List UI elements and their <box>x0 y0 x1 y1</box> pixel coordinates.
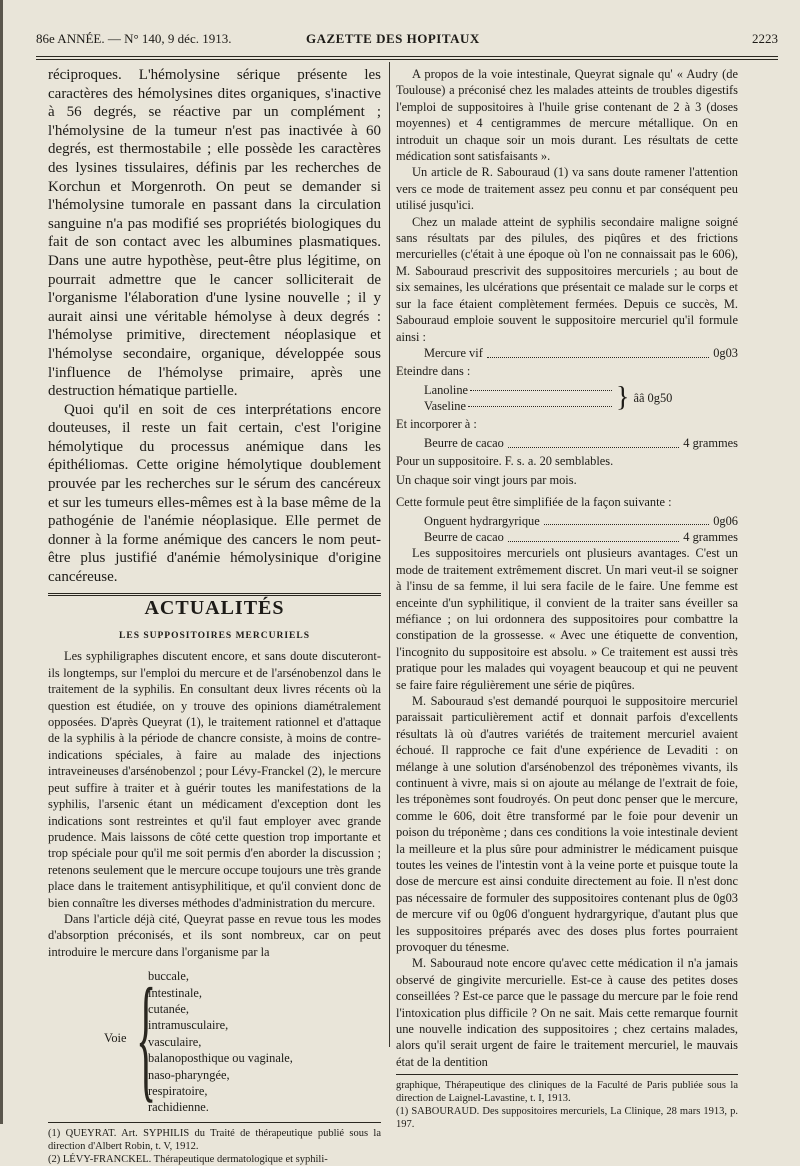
list-item: intramusculaire, <box>148 1018 229 1033</box>
footnote: (1) QUEYRAT. Art. SYPHILIS du Traité de thérapeutique publié sous la direction d'Albert Robin, t. V, 1912. <box>48 1128 381 1153</box>
page-header <box>36 31 778 51</box>
curly-brace: { <box>136 960 157 1116</box>
issue-info: 86e ANNÉE. — N° 140, 9 déc. 1913. <box>36 31 232 46</box>
routes-items <box>148 968 293 1116</box>
list-item: balanoposthique ou vaginale, <box>148 1051 293 1066</box>
paragraph: Dans l'article déjà cité, Queyrat passe en revue tous les modes d'absorption préconisés, et ils sont nombreux, car on peut introduire le mercure dans l'organisme par la <box>48 911 381 959</box>
header-rule <box>36 56 778 57</box>
left-column <box>48 66 381 1166</box>
prescription-line <box>424 345 738 361</box>
article-title: LES SUPPOSITOIRES MERCURIELS <box>119 631 310 642</box>
routes-list <box>48 960 381 1118</box>
dot-leader <box>544 516 709 525</box>
ingredient-name: Lanoline <box>424 382 469 397</box>
paragraph: M. Sabouraud s'est demandé pourquoi le suppositoire mercuriel paraissait particulièrement actif et donnait parfois d'excellents résultats là où d'autres variétés de traitement mercuriel avaient échoué. Il rapproche ce fait d'une expérience de Levaditi : on mélange à une solution d'arsénobenzol des tréponèmes vivants, ils continuent à vivre, mais si on ajoute au mélange de l'extrait de foie, les tréponèmes sont foudroyés. On peut donc penser que le mercure, comme le 606, doit être transformé par le foie pour devenir un poison du tréponème ; dans ces conditions la voie intestinale devient la meilleure et la plus sûre pour administrer le médicament puisque toutes les veines de l'intestin vont à la veine porte et puisque toute la dose de mercure est ainsi conduite directement au foie. Il n'est donc pas nécessaire de formuler des suppositoires contenant plus de 0g03 de mercure vif ou 0g06 d'onguent hydrargyrique, d'autant plus que les suppositoires préparés avec des doses plus fortes pourraient provoquer du ténesme. <box>396 693 738 955</box>
list-item: rachidienne. <box>148 1100 209 1115</box>
paragraph: Chez un malade atteint de syphilis secondaire maligne soigné sans résultats par des pilules, des piqûres et des frictions mercurielles (c'était à une époque où l'on ne connaissait pas le 606), M. Sabouraud prescrivit des suppositoires mercuriels ; au bout de six semaines, les ulcérations que présentait ce malade sur le corps et sur la face étaient complètement fermées. Depuis ce succès, M. Sabouraud emploie souvent le suppositoire mercuriel qu'il formule ainsi : <box>396 214 738 344</box>
routes-label: Voie <box>104 1031 127 1046</box>
paragraph: A propos de la voie intestinale, Queyrat signale qu' « Audry (de Toulouse) a préconisé chez les malades atteints de troubles digestifs l'emploi de suppositoires à l'huile grise contenant de 2 à 3 (doses moyennes) et 4 centigrammes de mercure métallique. On en introduit un chaque soir un mois durant. Les résultats de cette médication sont satisfaisants ». <box>396 67 738 164</box>
prescription-line <box>424 529 738 545</box>
prescription-pair <box>424 382 738 415</box>
prescription-instruction: Eteindre dans : <box>396 364 471 379</box>
curly-brace: } <box>616 381 630 413</box>
ingredient-name: Beurre de cacao <box>424 529 504 544</box>
prescription-instruction: Un chaque soir vingt jours par mois. <box>396 472 577 487</box>
page-number: 2223 <box>752 31 778 46</box>
ingredient-quantity: 0g06 <box>713 513 738 528</box>
dot-leader <box>508 439 679 448</box>
dot-leader <box>508 533 679 542</box>
paragraph: Un article de R. Sabouraud (1) va sans doute ramener l'attention vers ce mode de traitement assez peu connu et par conséquent peu utilisé jusqu'ici. <box>396 165 738 213</box>
footnote: (2) LÉVY-FRANCKEL. Thérapeutique dermatologique et syphili- <box>48 1154 328 1166</box>
paragraph: Quoi qu'il en soit de ces interprétations encore douteuses, il reste un fait certain, c'est l'origine hémolytique du processus anémique dans les épithéliomas. Cette origine hémolytique doublement prouvée par les recherches sur le sérum des cancéreux et sur les tumeurs elles-mêmes est à la base même de la pathogénie de l'anémie néoplasique. Elle permet de donner à la forme anémique des cancers le nom peut-être plus justifié d'anémie hémolysinique d'origine cancéreuse. <box>48 401 381 586</box>
footnote: (1) SABOURAUD. Des suppositoires mercuriels, La Clinique, 28 mars 1913, p. 197. <box>396 1106 738 1131</box>
list-item: cutanée, <box>148 1001 189 1016</box>
prescription-instruction: Et incorporer à : <box>396 417 477 432</box>
dot-leader <box>468 398 612 407</box>
paragraph: réciproques. L'hémolysine sérique présente les caractères des hémolysines dites organiques, s'inactive à 56 degrés, se réactive par un complément ; l'hémolysine de la tumeur n'est pas inactivée à 60 degrés, est thermostabile ; elle possède les caractères des lysines tissulaires, définis par les recherches de Korchun et Morgenroth. On peut se demander si l'hémolysine tumorale en passant dans la circulation sanguine n'a pas modifié ses propriétés biologiques du fait de son contact avec les albumines plasmatiques. Dans une autre hypothèse, peut-être plus légitime, on pourrait admettre que le cancer solliciterait de l'organisme l'élaboration d'une lysine nouvelle ; il y aurait ainsi une véritable hémolyse à deux degrés : l'hémolyse primitive, directement néoplasique et l'hémolyse secondaire, organique, développée sous l'influence de l'hémolyse primaire, après une destruction hématique partielle. <box>48 67 381 400</box>
footnote: graphique, Thérapeutique des cliniques de la Faculté de Paris publiée sous la direction de Laignel-Lavastine, t. I, 1913. <box>396 1080 738 1105</box>
publication-title: GAZETTE DES HOPITAUX <box>306 31 480 46</box>
dot-leader <box>470 382 612 391</box>
prescription-instruction: Cette formule peut être simplifiée de la façon suivante : <box>396 495 672 510</box>
page-edge <box>0 0 3 1124</box>
ingredient-name: Mercure vif <box>424 345 483 360</box>
list-item: buccale, <box>148 969 189 984</box>
list-item: naso-pharyngée, <box>148 1067 230 1082</box>
footnote-rule <box>396 1074 738 1075</box>
list-item: respiratoire, <box>148 1083 208 1098</box>
paragraph: M. Sabouraud note encore qu'avec cette médication il n'a jamais observé de gingivite mercurielle. Est-ce à cause des petites doses conseillées ? Est-ce parce que le passage du mercure par le foie rend l'intoxication plus difficile ? On ne sait. Mais cette remarque fournit une nouvelle indication des suppositoires ; chez certains malades, alors qu'il serait urgent de faire le traitement mercuriel, le mauvais état de la dentition <box>396 956 738 1069</box>
ingredient-name: Beurre de cacao <box>424 435 504 450</box>
list-item: vasculaire, <box>148 1034 202 1049</box>
ingredient-name: Onguent hydrargyrique <box>424 513 540 528</box>
list-item: intestinale, <box>148 985 203 1000</box>
prescription-line <box>424 435 738 451</box>
dot-leader <box>487 349 709 358</box>
ingredient-quantity: 4 grammes <box>683 529 738 544</box>
footnote-rule <box>48 1122 381 1123</box>
section-divider <box>48 593 381 596</box>
section-title: ACTUALITÉS <box>144 596 285 619</box>
column-separator <box>389 62 390 1047</box>
right-column <box>396 66 738 1131</box>
ingredient-quantity: 0g03 <box>713 345 738 360</box>
paragraph: Les suppositoires mercuriels ont plusieurs avantages. C'est un mode de traitement extrêmement discret. Un mari veut-il se soigner à l'insu de sa femme, il lui sera facile de le faire. Une femme est enceinte d'un syphilitique, il convient de la traiter sans éveiller sa méfiance ; on lui ordonnera des suppositoires pour combattre la constipation de la grossesse. « Avec une étiquette de convention, l'incognito du suppositoire est absolu. » Ce traitement est aussi très pratique pour les malades qui voyagent beaucoup et qui ne peuvent se faire faire régulièrement une série de piqûres. <box>396 546 738 692</box>
header-rule-2 <box>36 59 778 60</box>
ingredient-name: Vaseline <box>424 399 466 414</box>
paragraph: Les syphiligraphes discutent encore, et sans doute discuteront-ils longtemps, sur l'emploi du mercure et de l'arsénobenzol dans le traitement de la syphilis. En consultant deux livres récents où la question est étudiée, on y trouve des opinions diamétralement opposées. D'après Queyrat (1), le traitement rationnel et d'attaque de la syphilis à la période de chancre consiste, à moins de contre-indications spéciales, à faire au malade des injections intraveineuses d'arsénobenzol ; pour Lévy-Franckel (2), le mercure peut suffire à traiter et à guérir toutes les manifestations de la syphilis, l'arsenic étant un médicament d'exception dont les indications sont restreintes et qu'il faut employer avec grande prudence. Mais laissons de côté cette question trop importante et trop spéciale pour qu'il me soit permis d'en aborder la discussion ; retenons seulement que le mercure occupe toujours une très grande place dans le traitement antisyphilitique, et qu'il convient donc de bien connaître les diverses méthodes d'administration du mercure. <box>48 649 381 910</box>
prescription-line <box>424 513 738 529</box>
ingredient-quantity: 4 grammes <box>683 435 738 450</box>
ingredient-quantity: ââ 0g50 <box>633 390 673 405</box>
prescription-instruction: Pour un suppositoire. F. s. a. 20 semblables. <box>396 454 614 469</box>
